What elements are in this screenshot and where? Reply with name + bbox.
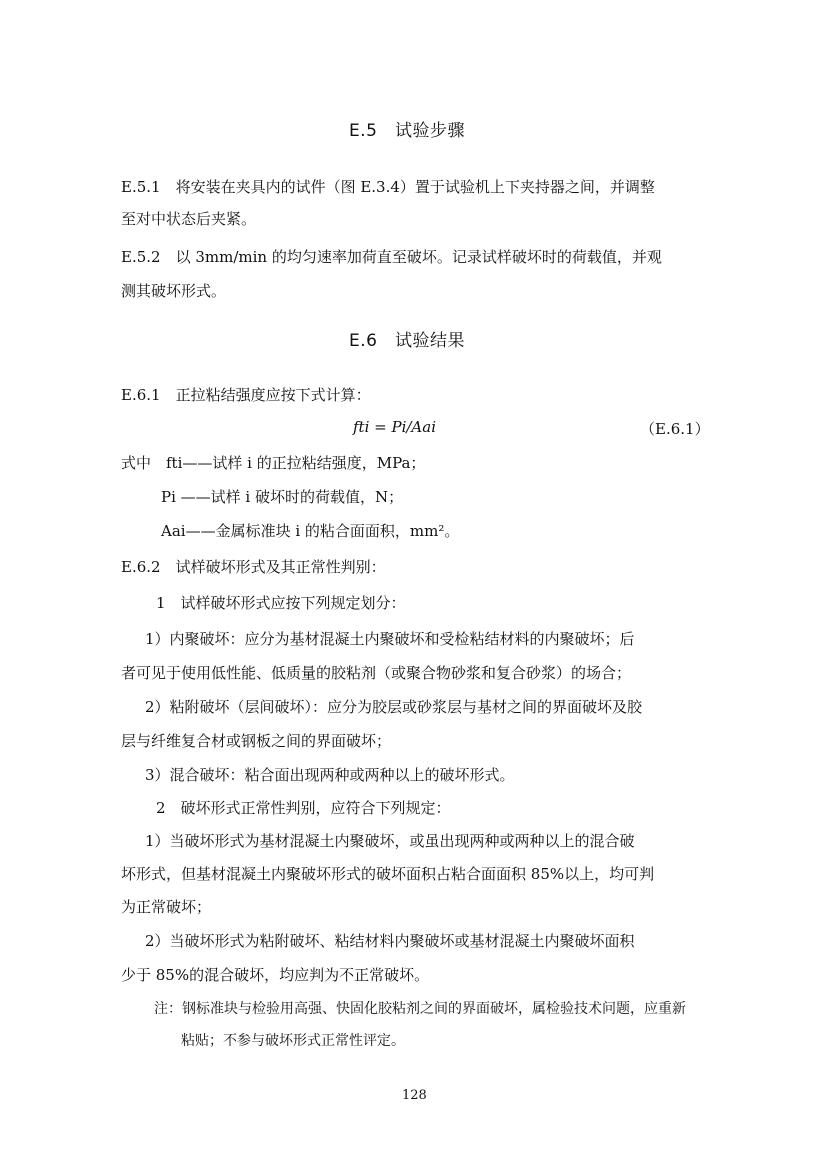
list-item-1-1-line2: 者可见于使用低性能、低质量的胶粘剂（或聚合物砂浆和复合砂浆）的场合； xyxy=(121,664,632,682)
list-item-1: 1 试样破坏形式应按下列规定划分： xyxy=(156,594,406,612)
note-line2: 粘贴；不参与破坏形式正常性评定。 xyxy=(181,1033,405,1049)
list-item-2: 2 破坏形式正常性判别，应符合下列规定： xyxy=(156,799,451,817)
where-pi: Pi ——试样 i 破坏时的荷载值，N； xyxy=(161,488,404,506)
formula-number: （E.6.1） xyxy=(640,420,710,438)
list-item-2-1-line3: 为正常破坏； xyxy=(121,898,212,916)
section-heading-e5: E.5 试验步骤 xyxy=(349,121,465,141)
paragraph-e51-line1: E.5.1 将安装在夹具内的试件（图 E.3.4）置于试验机上下夹持器之间，并调整 xyxy=(121,178,655,196)
list-item-2-1-line1: 1）当破坏形式为基材混凝土内聚破坏，或虽出现两种或两种以上的混合破 xyxy=(145,832,635,850)
list-item-1-2-line2: 层与纤维复合材或钢板之间的界面破坏； xyxy=(121,732,392,750)
where-aai: Aai——金属标准块 i 的粘合面面积，mm²。 xyxy=(161,522,460,540)
paragraph-e62: E.6.2 试样破坏形式及其正常性判别： xyxy=(121,558,386,576)
list-item-1-2-line1: 2）粘附破坏（层间破坏）：应分为胶层或砂浆层与基材之间的界面破坏及胶 xyxy=(145,698,643,716)
list-item-1-1-line1: 1）内聚破坏：应分为基材混凝土内聚破坏和受检粘结材料的内聚破坏；后 xyxy=(145,630,635,648)
formula-e61: fti = Pi/Aai xyxy=(353,418,436,436)
paragraph-e51-line2: 至对中状态后夹紧。 xyxy=(121,210,257,228)
section-heading-e6: E.6 试验结果 xyxy=(349,331,465,351)
paragraph-e52-line2: 测其破坏形式。 xyxy=(121,282,227,300)
note-line1: 注：钢标准块与检验用高强、快固化胶粘剂之间的界面破坏，属检验技术问题，应重新 xyxy=(154,1001,686,1017)
paragraph-e61: E.6.1 正拉粘结强度应按下式计算： xyxy=(121,386,371,404)
page-number: 128 xyxy=(402,1088,427,1103)
list-item-2-2-line1: 2）当破坏形式为粘附破坏、粘结材料内聚破坏或基材混凝土内聚破坏面积 xyxy=(145,932,635,950)
list-item-1-3: 3）混合破坏：粘合面出现两种或两种以上的破坏形式。 xyxy=(145,766,515,784)
list-item-2-1-line2: 坏形式，但基材混凝土内聚破坏形式的破坏面积占粘合面面积 85%以上，均可判 xyxy=(121,865,655,883)
list-item-2-2-line2: 少于 85%的混合破坏，均应判为不正常破坏。 xyxy=(121,966,430,984)
where-fti: 式中 fti——试样 i 的正拉粘结强度，MPa； xyxy=(121,454,426,472)
paragraph-e52-line1: E.5.2 以 3mm/min 的均匀速率加荷直至破坏。记录试样破坏时的荷载值，并观 xyxy=(121,248,662,266)
